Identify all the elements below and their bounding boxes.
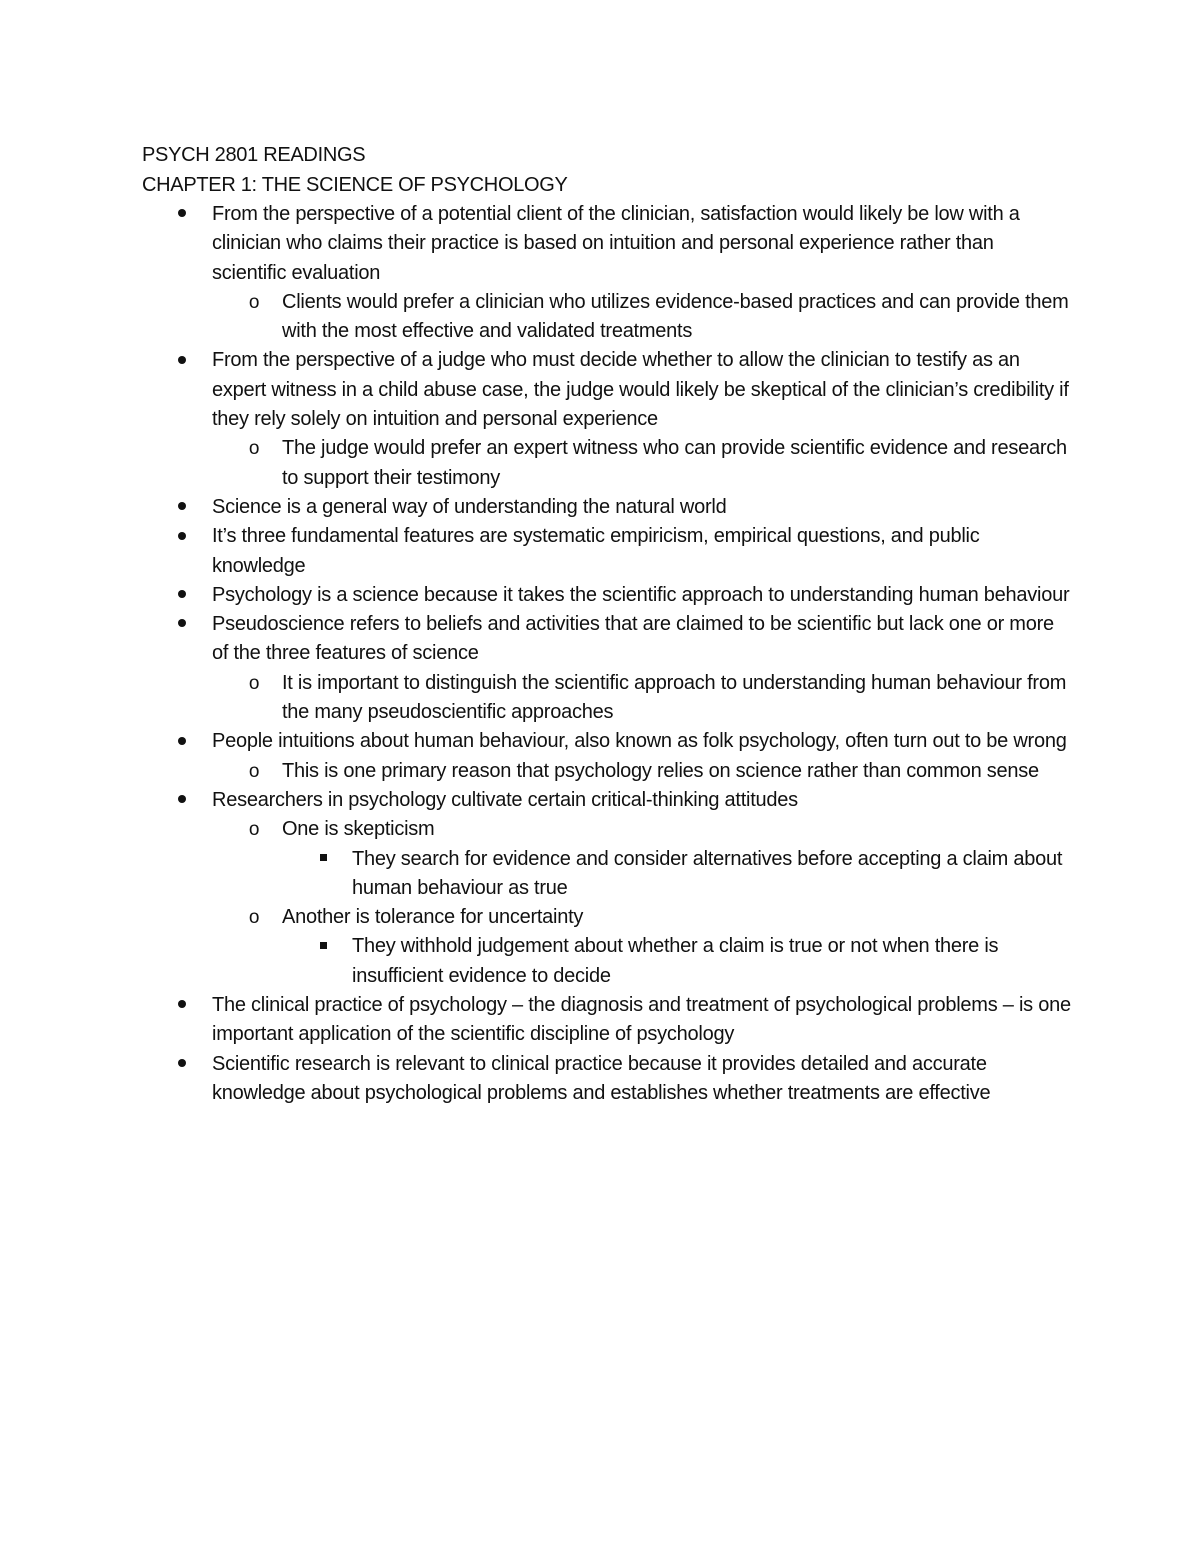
list-item-text: Science is a general way of understanding the natural world: [212, 495, 727, 518]
list-item-level-1: [142, 1050, 1072, 1109]
bullet-disc-icon: [167, 1050, 197, 1079]
list-item-text: It’s three fundamental features are systematic empiricism, empirical questions, and public knowledge: [212, 525, 980, 577]
list-item-text: They withhold judgement about whether a claim is true or not when there is insufficient evidence to decide: [352, 935, 999, 987]
bullet-disc-icon: [167, 346, 197, 375]
sub-list: [212, 815, 1072, 991]
bullet-disc-icon: [167, 581, 197, 610]
list-item-text: One is skepticism: [282, 818, 435, 841]
list-item-level-2: [212, 669, 1072, 728]
bullet-disc-icon: [167, 786, 197, 815]
bullet-square-icon: [308, 932, 338, 961]
list-item-level-1: [142, 493, 1072, 522]
list-item-level-3: [282, 932, 1072, 991]
list-item-text: They search for evidence and consider alternatives before accepting a claim about human behaviour as true: [352, 847, 1063, 899]
bullet-square-icon: [308, 845, 338, 874]
list-item-level-1: [142, 786, 1072, 991]
bullet-circle-icon: o: [248, 672, 260, 694]
bullet-disc-icon: [167, 991, 197, 1020]
list-item-text: People intuitions about human behaviour, also known as folk psychology, often turn out to be wrong: [212, 730, 1067, 753]
list-item-level-1: [142, 200, 1072, 346]
list-item-text: From the perspective of a potential client of the clinician, satisfaction would likely be low with a clinician who claims their practice is based on intuition and personal experience rather than scientific evaluation: [212, 203, 1020, 284]
bullet-circle-icon: o: [248, 291, 260, 313]
list-item-text: It is important to distinguish the scientific approach to understanding human behaviour from the many pseudoscientific approaches: [282, 671, 1067, 724]
bullet-circle-icon: o: [248, 907, 260, 929]
bullet-circle-icon: o: [248, 760, 260, 782]
bullet-disc-icon: [167, 610, 197, 639]
bullet-circle-icon: o: [248, 819, 260, 841]
bullet-disc-icon: [167, 727, 197, 756]
list-item-text: Another is tolerance for uncertainty: [282, 906, 584, 929]
document-page: [142, 140, 1072, 1108]
list-item-level-2: [212, 903, 1072, 991]
sub-list: [212, 434, 1072, 493]
list-item-level-1: [142, 581, 1072, 610]
bullet-disc-icon: [167, 522, 197, 551]
list-item-text: From the perspective of a judge who must decide whether to allow the clinician to testify as an expert witness in a child abuse case, the judge would likely be skeptical of the clinician’s credibility if they rely solely on intuition and personal experience: [212, 349, 1069, 431]
sub-list: [282, 932, 1072, 991]
sub-list: [212, 757, 1072, 786]
list-item-level-1: [142, 610, 1072, 727]
sub-list: [282, 845, 1072, 904]
notes-list: [142, 200, 1072, 1108]
list-item-text: This is one primary reason that psychology relies on science rather than common sense: [282, 759, 1039, 782]
sub-list: [212, 288, 1072, 347]
list-item-level-1: [142, 522, 1072, 581]
list-item-text: Pseudoscience refers to beliefs and activities that are claimed to be scientific but lack one or more of the three features of science: [212, 613, 1054, 665]
list-item-text: Clients would prefer a clinician who utilizes evidence-based practices and can provide them with the most effective and validated treatments: [282, 290, 1069, 343]
list-item-level-1: [142, 346, 1072, 492]
list-item-text: The judge would prefer an expert witness who can provide scientific evidence and research to support their testimony: [282, 437, 1067, 489]
list-item-text: The clinical practice of psychology – the diagnosis and treatment of psychological problems – is one important application of the scientific discipline of psychology: [212, 994, 1071, 1046]
bullet-disc-icon: [167, 493, 197, 522]
bullet-disc-icon: [167, 200, 197, 229]
chapter-heading: CHAPTER 1: THE SCIENCE OF PSYCHOLOGY: [142, 174, 568, 196]
list-item-level-1: [142, 727, 1072, 786]
list-item-level-1: [142, 991, 1072, 1050]
sub-list: [212, 669, 1072, 728]
list-item-level-3: [282, 845, 1072, 904]
list-item-level-2: [212, 434, 1072, 493]
list-item-text: Researchers in psychology cultivate certain critical-thinking attitudes: [212, 788, 798, 811]
bullet-circle-icon: o: [248, 438, 260, 460]
document-title: PSYCH 2801 READINGS: [142, 144, 366, 166]
list-item-level-2: [212, 815, 1072, 903]
list-item-level-2: [212, 757, 1072, 786]
list-item-text: Psychology is a science because it takes the scientific approach to understanding human behaviour: [212, 583, 1070, 606]
list-item-level-2: [212, 288, 1072, 347]
list-item-text: Scientific research is relevant to clinical practice because it provides detailed and accurate knowledge about psychological problems and establishes whether treatments are effective: [212, 1052, 991, 1104]
